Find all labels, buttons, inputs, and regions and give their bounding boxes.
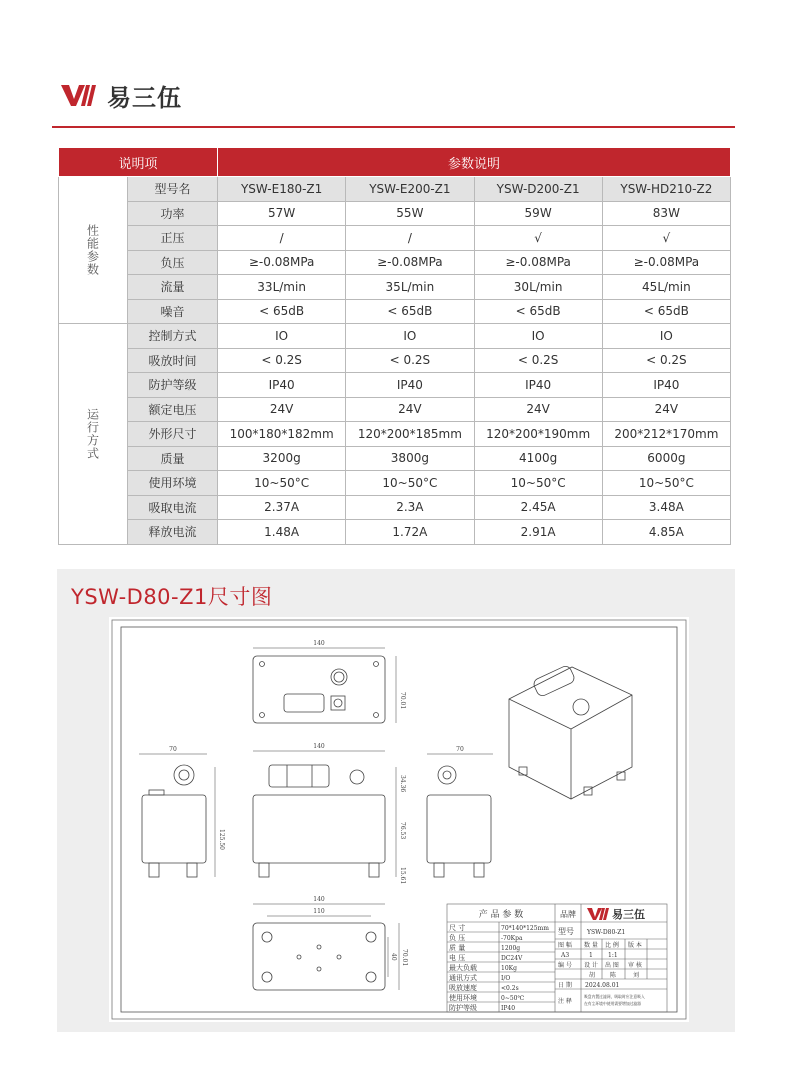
tb-version-label: 版 本 [628,942,642,949]
title-block-text [449,907,645,1012]
tb-key: 电 压 [449,954,466,962]
cell-value: 2.37A [218,495,346,520]
cell-value: ≥-0.08MPa [474,250,602,275]
tb-code-label: 编 号 [558,962,572,969]
tb-key: 负 压 [449,934,466,942]
tb-brand-label: 品牌 [560,910,576,919]
dim-label: 70.01 [399,692,406,710]
front-view [253,743,406,884]
cell-value: IP40 [602,373,730,398]
cell-value: 10~50°C [474,471,602,496]
row-label: 功率 [128,201,218,226]
brand-header [59,75,182,115]
cell-value: IO [602,324,730,349]
table-row [59,397,731,422]
cell-value: 24V [474,397,602,422]
left-view [139,746,225,877]
cell-value: / [346,226,474,251]
tb-model-value: YSW-D80-Z1 [587,929,626,936]
right-view [427,746,493,877]
table-row [59,177,731,202]
tb-val: DC24V [501,955,523,962]
dim-label: 15.61 [399,867,406,885]
row-label: 使用环境 [128,471,218,496]
drawing-title: YSW-D80-Z1尺寸图 [71,585,273,609]
model-name: YSW-E200-Z1 [346,177,474,202]
cell-value: 10~50°C [346,471,474,496]
dim-label: 70.01 [401,949,408,967]
cell-value: 200*212*170mm [602,422,730,447]
tb-val: 1200g [501,945,521,952]
cell-value: IP40 [474,373,602,398]
dim-label: 140 [313,896,325,903]
tb-val: I/O [501,975,511,982]
table-row [59,201,731,226]
tb-design-value: 胡 [589,972,596,979]
cell-value: ≥-0.08MPa [218,250,346,275]
cell-value: 35L/min [346,275,474,300]
row-label: 负压 [128,250,218,275]
cell-value: IO [474,324,602,349]
header-divider [52,126,735,128]
tb-val: <0.2s [501,985,519,992]
cell-value: ≥-0.08MPa [602,250,730,275]
brand-name: 易三伍 [107,83,182,112]
tb-scale-value: 1:1 [608,952,618,959]
tb-date-value: 2024.08.01 [585,982,620,989]
tb-val: 70*140*125mm [501,925,549,932]
header-right: 参数说明 [218,148,731,177]
header-left: 说明项 [59,148,218,177]
cell-value: < 0.2S [602,348,730,373]
cell-value: 57W [218,201,346,226]
tb-scale-label: 比 例 [605,942,619,949]
cell-value: √ [602,226,730,251]
tb-qty-label: 数 量 [584,942,598,949]
tb-section: 产 品 参 数 [478,910,524,920]
dim-label: 110 [313,908,325,915]
spec-table [58,147,731,545]
tb-key: 吸放速度 [449,984,477,992]
model-name: YSW-HD210-Z2 [602,177,730,202]
table-row [59,348,731,373]
tb-brand-name: 易三伍 [612,908,645,921]
cell-value: 24V [218,397,346,422]
cell-value: 3200g [218,446,346,471]
cell-value: < 0.2S [218,348,346,373]
table-row [59,471,731,496]
cell-value: √ [474,226,602,251]
cell-value: 3.48A [602,495,730,520]
tb-review-value: 刘 [633,972,640,979]
tb-key: 防护等级 [449,1004,477,1012]
cell-value: 4100g [474,446,602,471]
cell-value: 4.85A [602,520,730,545]
cell-value: < 65dB [474,299,602,324]
cell-value: 100*180*182mm [218,422,346,447]
tb-val: 0~50℃ [501,995,525,1002]
tb-fig-value: A3 [561,952,570,959]
tb-key: 尺 寸 [449,924,466,932]
table-header-row [59,148,731,177]
cell-value: 2.3A [346,495,474,520]
cell-value: 2.45A [474,495,602,520]
cell-value: 10~50°C [602,471,730,496]
table-row [59,250,731,275]
row-label: 流量 [128,275,218,300]
tb-qty-value: 1 [589,952,593,959]
dim-label: 125.50 [218,829,225,850]
table-row [59,373,731,398]
dim-label: 40 [390,953,397,961]
row-label: 释放电流 [128,520,218,545]
cell-value: 3800g [346,446,474,471]
row-label: 型号名 [128,177,218,202]
row-label: 吸放时间 [128,348,218,373]
brand-logo-icon [59,82,103,108]
cell-value: / [218,226,346,251]
cell-value: 1.72A [346,520,474,545]
cell-value: 55W [346,201,474,226]
row-label: 控制方式 [128,324,218,349]
cell-value: 1.48A [218,520,346,545]
cell-value: < 0.2S [346,348,474,373]
tb-review-label: 审 核 [628,962,642,969]
row-label: 质量 [128,446,218,471]
dimension-drawing-panel [57,569,735,1032]
cell-value: 120*200*190mm [474,422,602,447]
cell-value: ≥-0.08MPa [346,250,474,275]
tb-key: 通讯方式 [449,974,477,982]
cell-value: 83W [602,201,730,226]
group-performance: 性能参数 [59,177,128,324]
table-row [59,446,731,471]
cell-value: 10~50°C [218,471,346,496]
table-row [59,422,731,447]
cell-value: 24V [346,397,474,422]
cell-value: < 0.2S [474,348,602,373]
tb-key: 质 量 [449,944,466,952]
cell-value: 24V [602,397,730,422]
dim-label: 34.36 [399,775,406,793]
row-label: 外形尺寸 [128,422,218,447]
dim-label: 140 [313,640,325,647]
cell-value: 30L/min [474,275,602,300]
row-label: 正压 [128,226,218,251]
tb-draw-label: 出 图 [605,962,619,969]
cell-value: 45L/min [602,275,730,300]
tb-note-line: 在有尘环境中使用需要增加过滤器 [584,1001,641,1006]
dim-label: 70 [169,746,177,753]
isometric-view [509,664,632,799]
tb-note-label: 注 释 [558,998,572,1005]
model-name: YSW-E180-Z1 [218,177,346,202]
tb-date-label: 日 期 [558,982,572,989]
tb-model-label: 型号 [558,927,574,936]
cell-value: 2.91A [474,520,602,545]
cell-value: 59W [474,201,602,226]
tb-key: 最大负载 [449,964,477,972]
cell-value: IP40 [346,373,474,398]
cell-value: 33L/min [218,275,346,300]
tb-design-label: 设 计 [584,962,598,969]
row-label: 噪音 [128,299,218,324]
tb-val: IP40 [501,1005,516,1012]
bottom-view [253,896,408,990]
row-label: 额定电压 [128,397,218,422]
table-row [59,495,731,520]
table-row [59,520,731,545]
group-operation: 运行方式 [59,324,128,545]
table-row [59,324,731,349]
cell-value: 6000g [602,446,730,471]
top-view [253,640,406,723]
model-name: YSW-D200-Z1 [474,177,602,202]
tb-val: -70Kpa [501,935,523,942]
tb-draw-value: 陈 [610,972,617,979]
cell-value: IP40 [218,373,346,398]
table-row [59,226,731,251]
dim-label: 70 [456,746,464,753]
cell-value: < 65dB [346,299,474,324]
cell-value: < 65dB [218,299,346,324]
row-label: 吸取电流 [128,495,218,520]
tb-fig-label: 图 幅 [558,942,572,949]
table-row [59,275,731,300]
cell-value: < 65dB [602,299,730,324]
table-row [59,299,731,324]
dim-label: 140 [313,743,325,750]
cell-value: 120*200*185mm [346,422,474,447]
cell-value: IO [218,324,346,349]
dim-label: 76.53 [399,822,406,840]
tb-key: 使用环境 [449,994,477,1002]
tb-note-line: 吸盘内置过滤网，吸取时应注意吸入 [584,994,645,999]
tb-val: 10Kg [501,965,517,972]
row-label: 防护等级 [128,373,218,398]
technical-drawing [109,617,689,1022]
cell-value: IO [346,324,474,349]
tb-brand-logo-icon [587,908,609,920]
